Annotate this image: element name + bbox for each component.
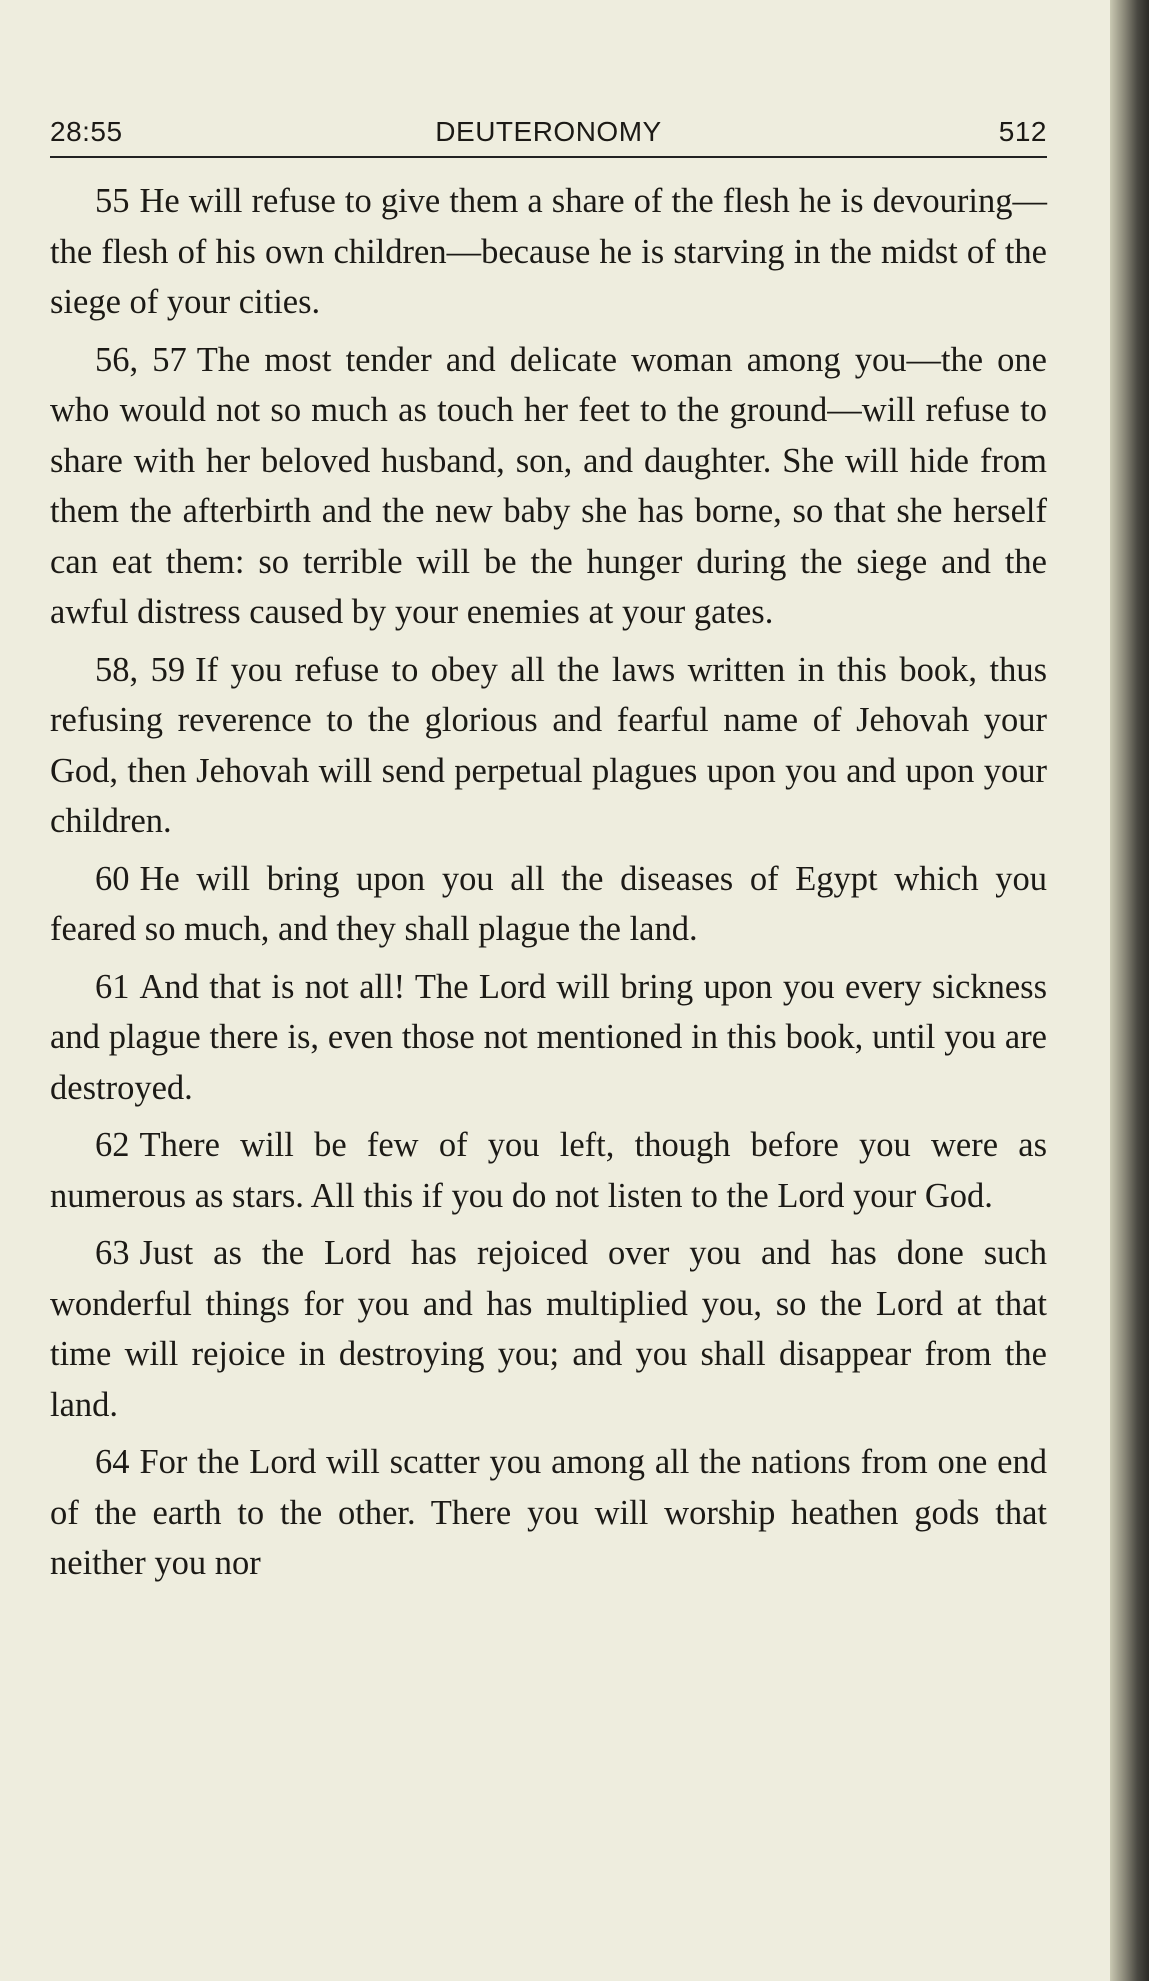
verse-58-59	[50, 645, 1047, 847]
verse-60	[50, 854, 1047, 955]
verse-text: He will refuse to give them a share of the flesh he is devouring—the flesh of his own children—because he is starving in the midst of the siege of your cities.	[50, 182, 1047, 321]
verse-number: 55	[95, 182, 130, 220]
verse-text: If you refuse to obey all the laws written in this book, thus refusing reverence to the glorious and fearful name of Jehovah your God, then Jehovah will send perpetual plagues upon you and upon your children.	[50, 650, 1047, 840]
verse-text: The most tender and delicate woman among you—the one who would not so much as touch her feet to the ground—will refuse to share with her beloved husband, son, and daughter. She will hide from them the afterbirth and the new baby she has borne, so that she herself can eat them: so terrible will be the hunger during the siege and the awful distress caused by your enemies at your gates.	[50, 340, 1047, 631]
verse-number: 58, 59	[95, 650, 186, 689]
verse-number: 60	[95, 859, 130, 898]
chapter-reference: 28:55	[50, 116, 123, 147]
verse-text: For the Lord will scatter you among all the nations from one end of the earth to the other. There you will worship heathen gods that neither you nor	[50, 1443, 1047, 1582]
verse-55	[50, 176, 1047, 328]
body-text	[50, 176, 1047, 1596]
verse-text: He will bring upon you all the diseases of Egypt which you feared so much, and they shall plague the land.	[50, 859, 1047, 948]
book-title: DEUTERONOMY	[435, 116, 662, 147]
page-number: 512	[998, 116, 1047, 147]
verse-number: 62	[95, 1126, 130, 1164]
verse-text: Just as the Lord has rejoiced over you and has done such wonderful things for you and has multiplied you, so the Lord at that time will rejoice in destroying you; and you shall disappear from the land.	[50, 1234, 1047, 1424]
verse-64	[50, 1437, 1047, 1589]
verse-61	[50, 962, 1047, 1114]
page-edge-shadow	[1110, 0, 1149, 1981]
verse-number: 64	[95, 1443, 130, 1481]
running-header	[50, 112, 1047, 158]
verse-number: 56, 57	[95, 340, 187, 379]
verse-number: 61	[95, 967, 130, 1006]
verse-text: And that is not all! The Lord will bring upon you every sickness and plague there is, even those not mentioned in this book, until you are destroyed.	[50, 967, 1047, 1107]
verse-text: There will be few of you left, though before you were as numerous as stars. All this if you do not listen to the Lord your God.	[50, 1126, 1047, 1215]
verse-62	[50, 1120, 1047, 1221]
verse-number: 63	[95, 1234, 130, 1272]
verse-63	[50, 1228, 1047, 1430]
verse-56-57	[50, 335, 1047, 638]
